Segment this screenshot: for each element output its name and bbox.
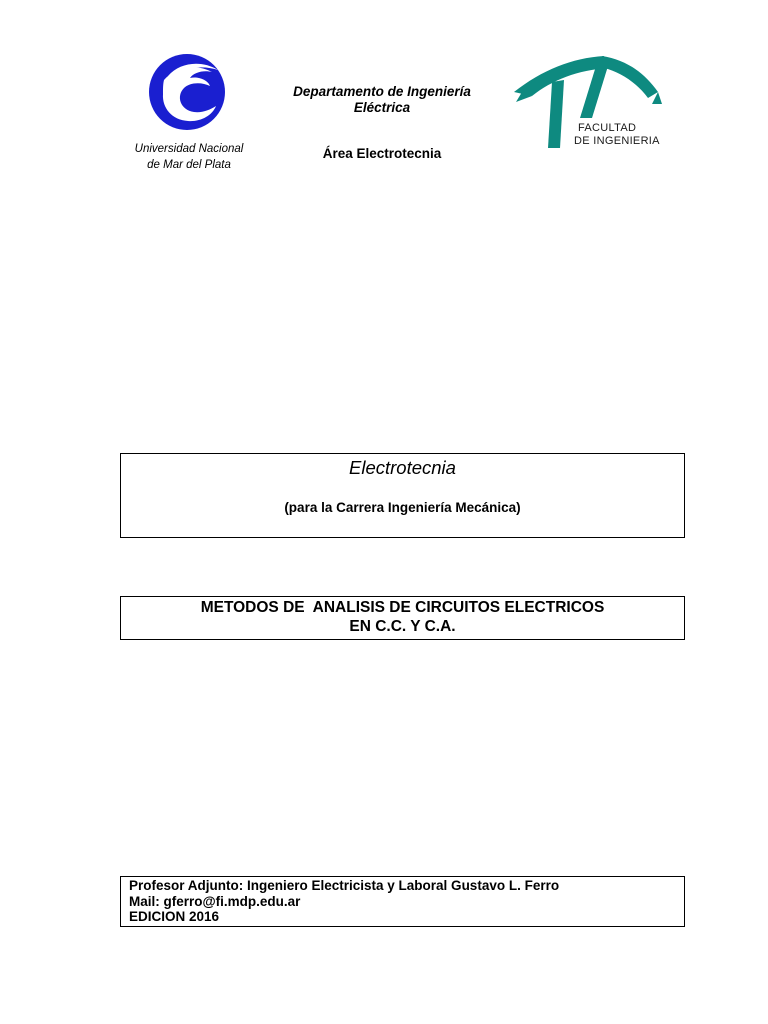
department-title-line1: Departamento de Ingeniería xyxy=(293,84,471,99)
author-info xyxy=(129,878,559,925)
course-title: Electrotecnia xyxy=(349,457,456,478)
university-caption xyxy=(118,141,260,173)
department-title-line2: Eléctrica xyxy=(353,100,411,115)
topic-title xyxy=(121,598,684,636)
author-edition: EDICION 2016 xyxy=(129,909,220,924)
university-caption-line1: Universidad Nacional xyxy=(134,143,244,155)
topic-title-line1: METODOS DE ANALISIS DE CIRCUITOS ELECTRICOS xyxy=(200,599,605,616)
author-mail: Mail: gferro@fi.mdp.edu.ar xyxy=(129,893,301,909)
department-area: Área Electrotecnia xyxy=(322,146,442,161)
university-caption-line2: de Mar del Plata xyxy=(147,159,231,171)
author-professor: Profesor Adjunto: Ingeniero Electricista y Laboral Gustavo L. Ferro xyxy=(129,878,560,893)
department-title xyxy=(262,84,502,116)
course-box xyxy=(120,453,685,538)
faculty-caption-line2: DE INGENIERIA xyxy=(574,135,660,147)
topic-title-line2: EN C.C. Y C.A. xyxy=(349,618,456,635)
faculty-caption-line1: FACULTAD xyxy=(578,122,637,134)
unmdp-wave-logo-icon xyxy=(146,52,228,130)
faculty-caption xyxy=(574,122,684,148)
course-subtitle: (para la Carrera Ingeniería Mecánica) xyxy=(284,500,521,515)
author-box xyxy=(120,876,685,927)
topic-box xyxy=(120,596,685,640)
